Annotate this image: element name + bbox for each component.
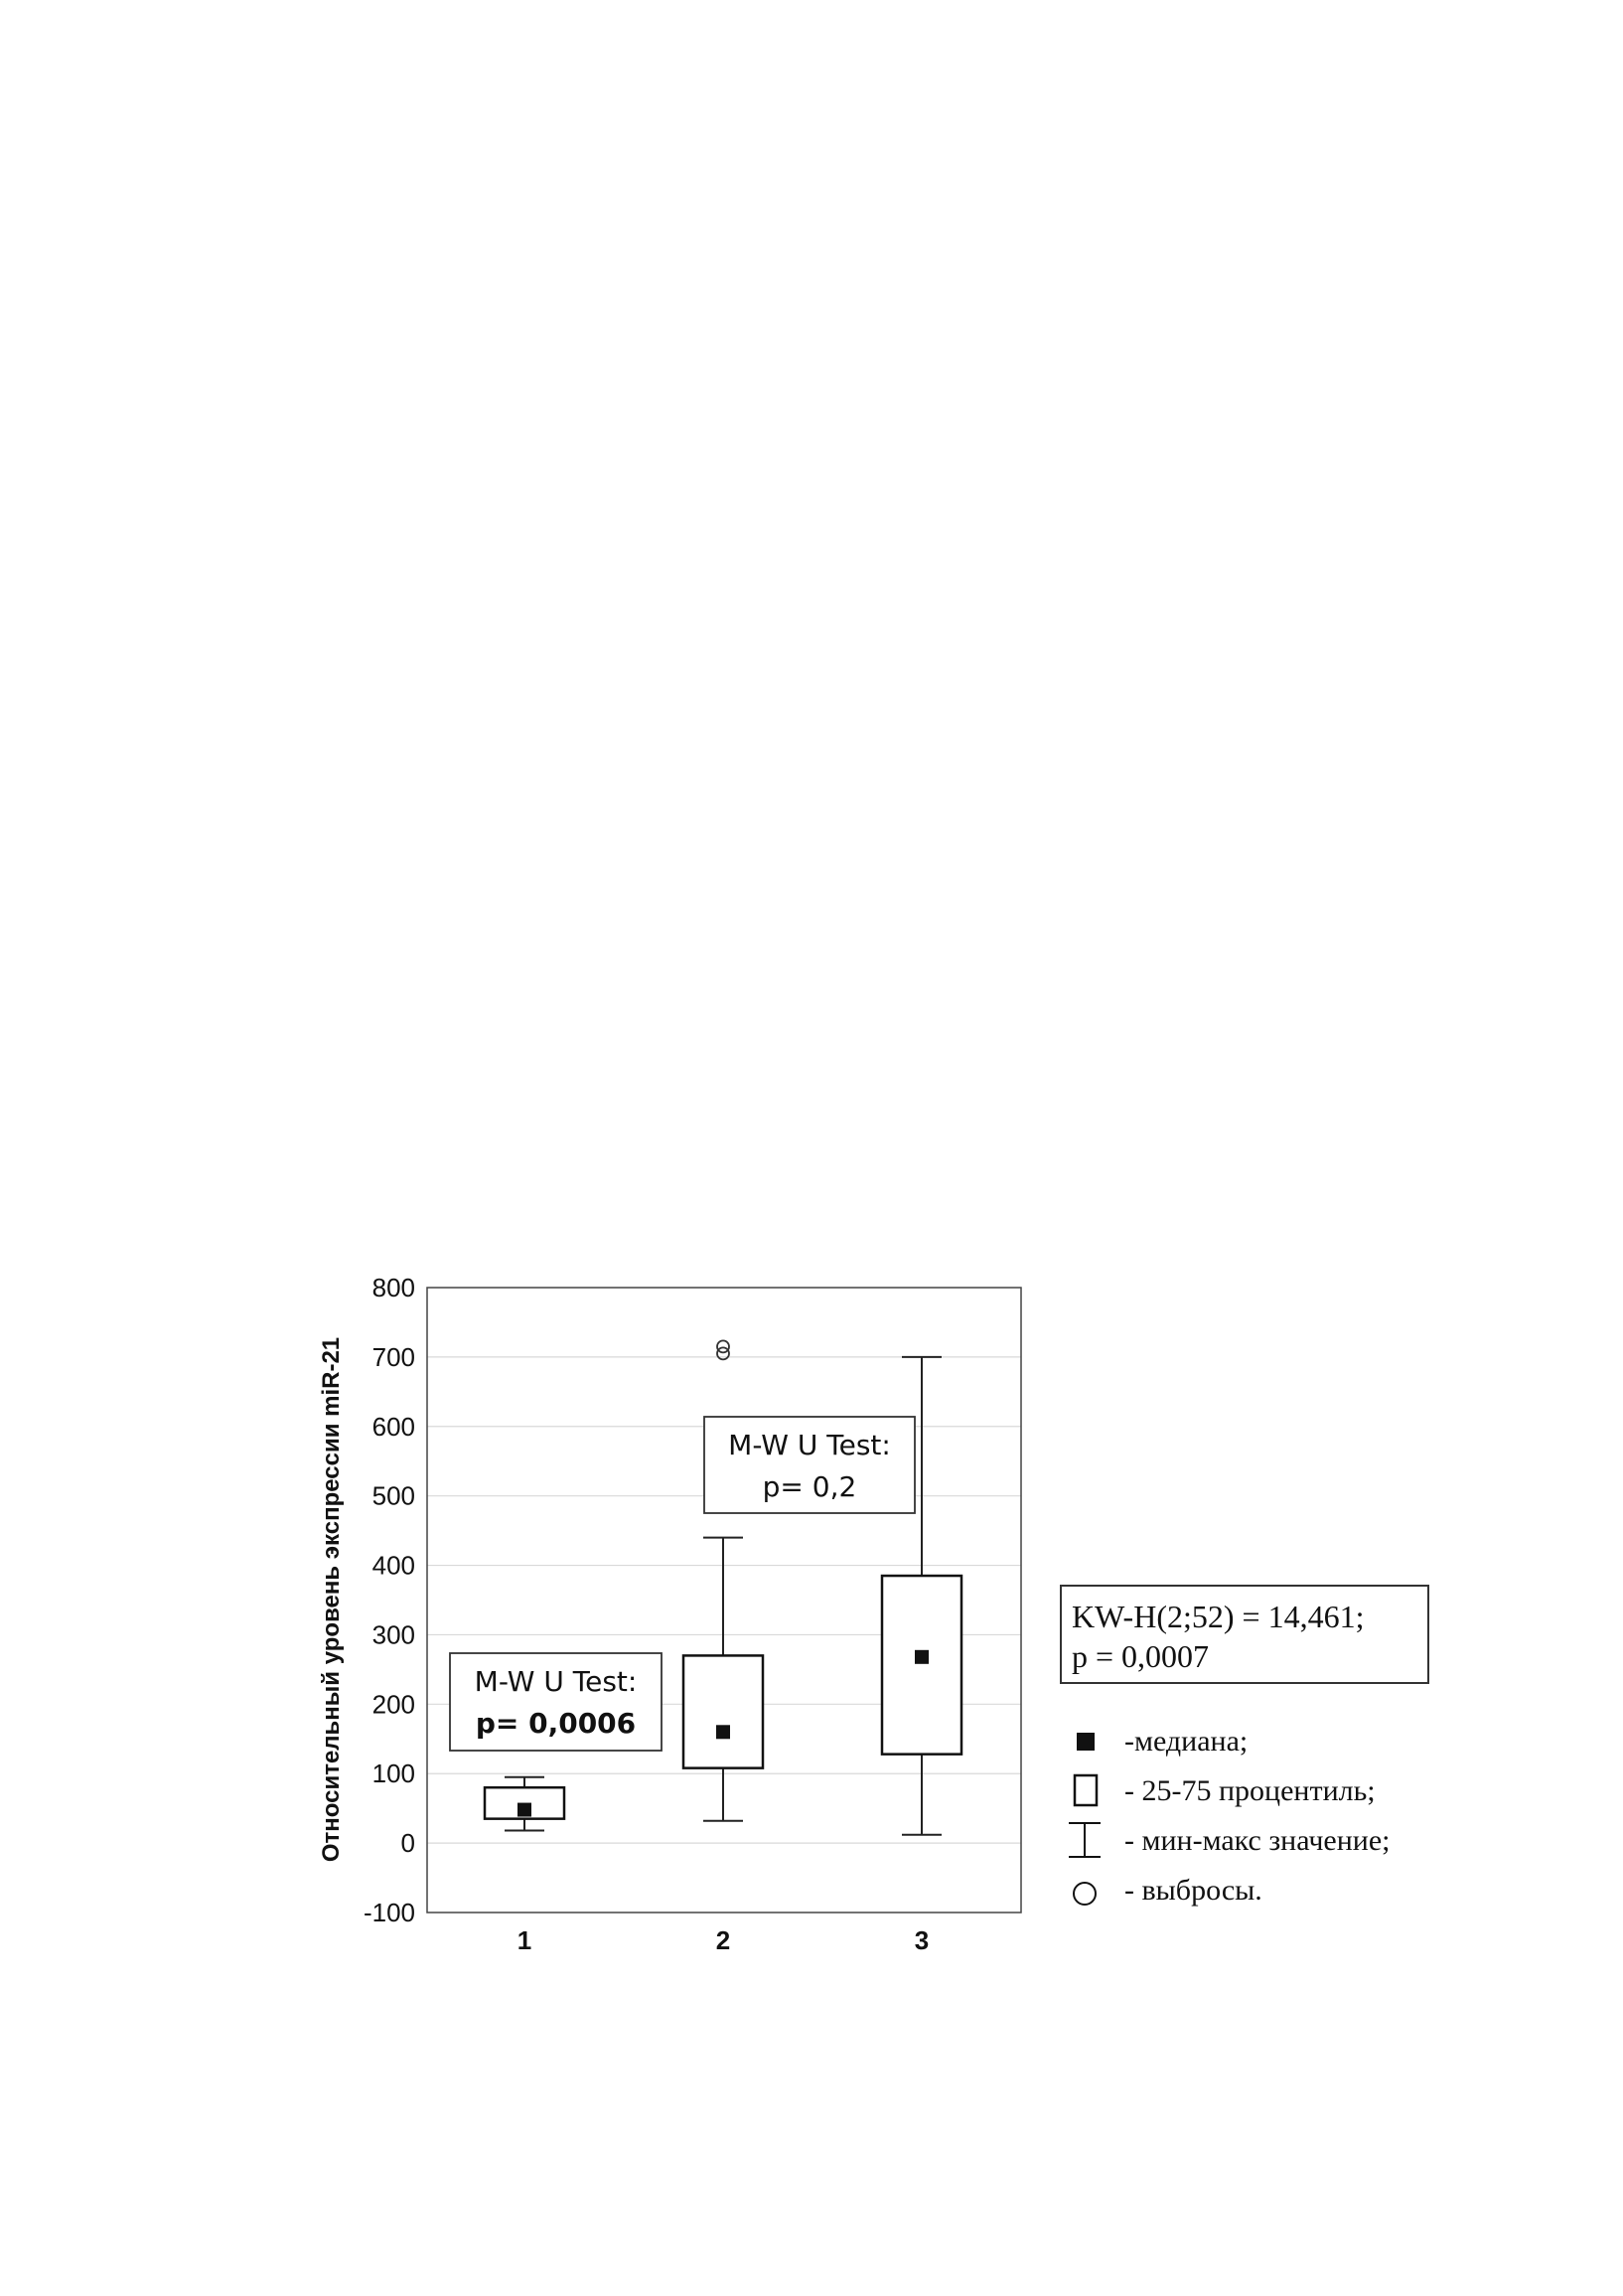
hollow-rect-icon (1065, 1770, 1105, 1810)
y-tick-label: 800 (371, 1273, 415, 1302)
y-axis-label: Относительный уровень экспрессии miR-21 (318, 1336, 345, 1863)
iqr-box (882, 1576, 961, 1755)
legend-outliers-label: - выбросы. (1124, 1874, 1262, 1907)
whisker-icon (1065, 1820, 1105, 1860)
x-tick-label: 3 (914, 1925, 930, 1955)
iqr-box (683, 1655, 763, 1767)
outlier-point (717, 1340, 729, 1352)
y-tick-label: 0 (400, 1828, 415, 1859)
x-tick-label: 2 (715, 1925, 731, 1955)
median-marker (517, 1803, 531, 1817)
kw-p-value: p = 0,0007 (1072, 1638, 1210, 1674)
filled-square-icon (1065, 1721, 1105, 1760)
median-marker (716, 1725, 730, 1739)
legend-iqr-label: - 25-75 процентиль; (1124, 1774, 1376, 1807)
y-tick-label: 500 (371, 1480, 415, 1511)
y-tick-label: 600 (371, 1411, 415, 1442)
mw-test-label: M-W U Test: (474, 1665, 638, 1698)
mw-test-p-value: p= 0,0006 (475, 1707, 637, 1740)
kw-statistic: KW-H(2;52) = 14,461; (1072, 1599, 1365, 1634)
mw-test-label: M-W U Test: (728, 1429, 891, 1461)
y-tick-label: 700 (371, 1341, 415, 1372)
legend-range-label: - мин-макс значение; (1124, 1824, 1391, 1857)
mw-test-p-value: p= 0,2 (762, 1470, 857, 1503)
kruskal-wallis-box (1060, 1585, 1429, 1684)
outlier-point (717, 1347, 729, 1359)
y-tick-label: 100 (371, 1759, 415, 1789)
legend-median-label: -медиана; (1124, 1725, 1249, 1758)
median-marker (915, 1650, 929, 1664)
x-tick-label: 1 (516, 1925, 532, 1955)
y-tick-label: 200 (371, 1689, 415, 1720)
y-tick-label: -100 (363, 1898, 415, 1927)
y-tick-label: 300 (371, 1619, 415, 1650)
y-tick-label: 400 (371, 1550, 415, 1581)
circle-icon (1065, 1870, 1105, 1910)
